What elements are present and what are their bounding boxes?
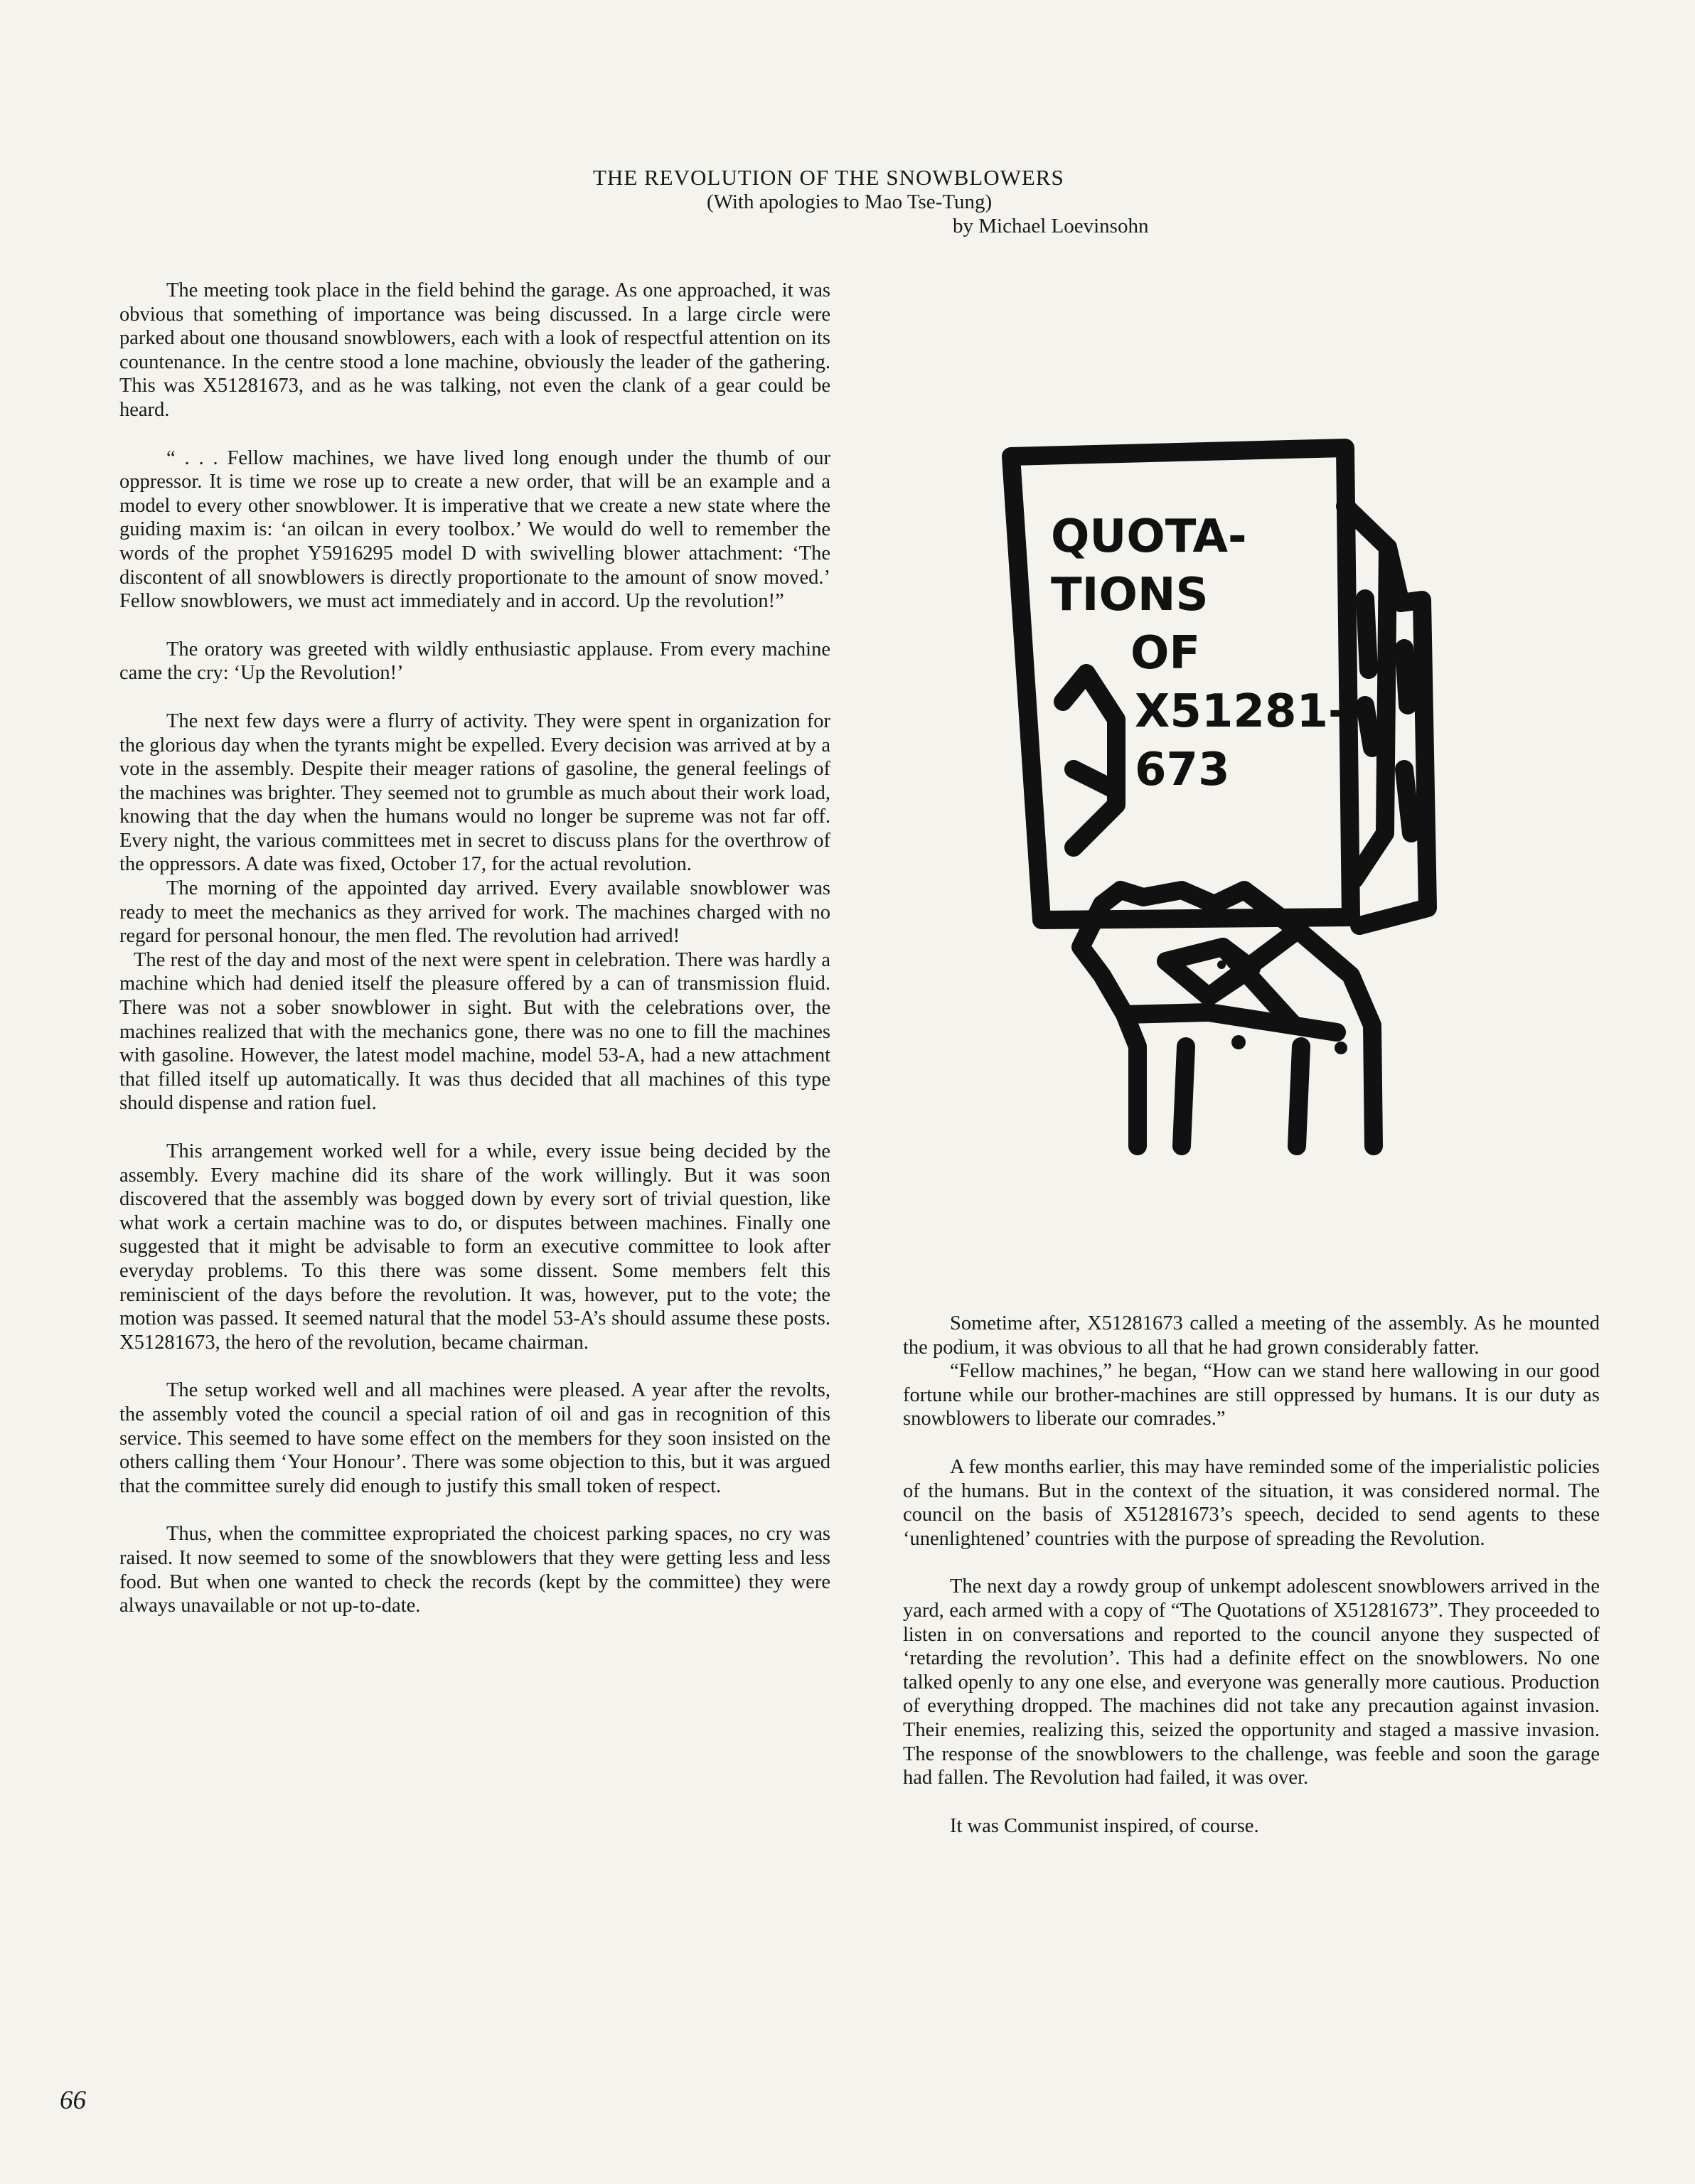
paragraph: The next day a rowdy group of unkempt adolescent snowblowers arrived in the yard, each armed with a copy of “The Quotations of X51281673”. They proceeded to listen in on conversations and reported to the council anyone they suspected of ‘retarding the revolution’. This had a definite effect on the snowblowers. No one talked openly to any one else, and everyone was generally more cautious. Production of everything dropped. The machines did not take any precaution against invasion. Their enemies, realizing this, seized the opportunity and staged a massive invasion. The response of the snowblowers to the challenge, was feeble and soon the garage had fallen. The Revolution had failed, it was over. (903, 1575, 1600, 1789)
article-title: THE REVOLUTION OF THE SNOWBLOWERS (593, 165, 1064, 190)
illustration-caption (1051, 508, 1347, 799)
article-subtitle: (With apologies to Mao Tse-Tung) (707, 191, 993, 213)
caption-line: TIONS (1051, 569, 1209, 621)
caption-line: 673 (1135, 744, 1230, 796)
quotations-book-illustration (995, 435, 1450, 1167)
paragraph: The rest of the day and most of the next were spent in celebration. There was hardly a machine which had denied itself the pleasure offered by a can of transmission fluid. There was not a sober snowblower in sight. But with the celebrations over, the machines realized that with the mechanics gone, there was no one to fill the machines with gasoline. However, the latest model machine, model 53-A, had a new attachment that filled itself up automatically. It was thus decided that all machines of this type should dispense and ration fuel. (119, 948, 830, 1115)
page-number: 66 (60, 2086, 86, 2115)
paragraph: The next few days were a flurry of activity. They were spent in organization for the glorious day when the tyrants might be expelled. Every decision was arrived at by a vote in the assembly. Despite their meager rations of gasoline, the general feelings of the machines was brighter. They seemed not to grumble as much about their work load, knowing that the day when the humans would no longer be supreme was not far off. Every night, the various committees met in secret to discuss plans for the overthrow of the oppressors. A date was fixed, October 17, for the actual revolution. (119, 710, 830, 876)
caption-line: QUOTA- (1051, 510, 1247, 563)
paragraph: “ . . . Fellow machines, we have lived long enough under the thumb of our oppressor. It is time we rose up to create a new order, that will be an example and a model to every other snowblower. It is imperative that we create a new state where the guiding maxim is: ‘an oilcan in every toolbox.’ We would do well to remember the words of the prophet Y5916295 model D with swivelling blower attachment: ‘The discontent of all snowblowers is directly proportionate to the amount of snow moved.’ Fellow snowblowers, we must act immediately and in accord. Up the revolution!” (119, 446, 830, 613)
article-author: by Michael Loevinsohn (953, 215, 1149, 237)
caption-line: OF (1130, 627, 1201, 680)
paragraph: Thus, when the committee expropriated the choicest parking spaces, no cry was raised. It now seemed to some of the snowblowers that they were getting less and less food. But when one wanted to check the records (kept by the committee) they were always unavailable or not up-to-date. (119, 1523, 830, 1617)
paragraph: Sometime after, X51281673 called a meeting of the assembly. As he mounted the podium, it was obvious to all that he had grown considerably fatter. (903, 1312, 1600, 1359)
paragraph: “Fellow machines,” he began, “How can we stand here wallowing in our good fortune while our brother-machines are still oppressed by humans. It is our duty as snowblowers to liberate our comrades.” (903, 1360, 1600, 1430)
right-column (903, 1312, 1600, 1838)
paragraph: The morning of the appointed day arrived. Every available snowblower was ready to meet the mechanics as they arrived for work. The machines charged with no regard for personal honour, the men fled. The revolution had arrived! (119, 877, 830, 948)
paragraph: The oratory was greeted with wildly enthusiastic applause. From every machine came the cry: ‘Up the Revolution!’ (119, 638, 830, 685)
paragraph: A few months earlier, this may have reminded some of the imperialistic policies of the humans. But in the context of the situation, it was considered normal. The council on the basis of X51281673’s speech, decided to send agents to these ‘unenlightened’ countries with the purpose of spreading the Revolution. (903, 1455, 1600, 1550)
paragraph: The meeting took place in the field behind the garage. As one approached, it was obvious that something of importance was being discussed. In a large circle were parked about one thousand snowblowers, each with a look of respectful attention on its countenance. In the centre stood a lone machine, obviously the leader of the gathering. This was X51281673, and as he was talking, not even the clank of a gear could be heard. (119, 279, 830, 421)
caption-line: X51281- (1135, 685, 1347, 738)
left-column (119, 279, 830, 1618)
paragraph: It was Communist inspired, of course. (950, 1814, 1259, 1837)
paragraph: The setup worked well and all machines were pleased. A year after the revolts, the assembly voted the council a special ration of oil and gas in recognition of this service. This seemed to have some effect on the members for they soon insisted on the others calling them ‘Your Honour’. There was some objection to this, but it was argued that the committee surely did enough to justify this small token of respect. (119, 1379, 830, 1497)
paragraph: This arrangement worked well for a while, every issue being decided by the assembly. Every machine did its share of the work willingly. But it was soon discovered that the assembly was bogged down by every sort of trivial question, like what work a certain machine was to do, or disputes between machines. Finally one suggested that it might be advisable to form an executive committee to look after everyday problems. To this there was some dissent. Some members felt this reminiscient of the days before the revolution. It was, however, put to the vote; the motion was passed. It seemed natural that the model 53-A’s should assume these posts. X51281673, the hero of the revolution, became chairman. (119, 1140, 830, 1354)
